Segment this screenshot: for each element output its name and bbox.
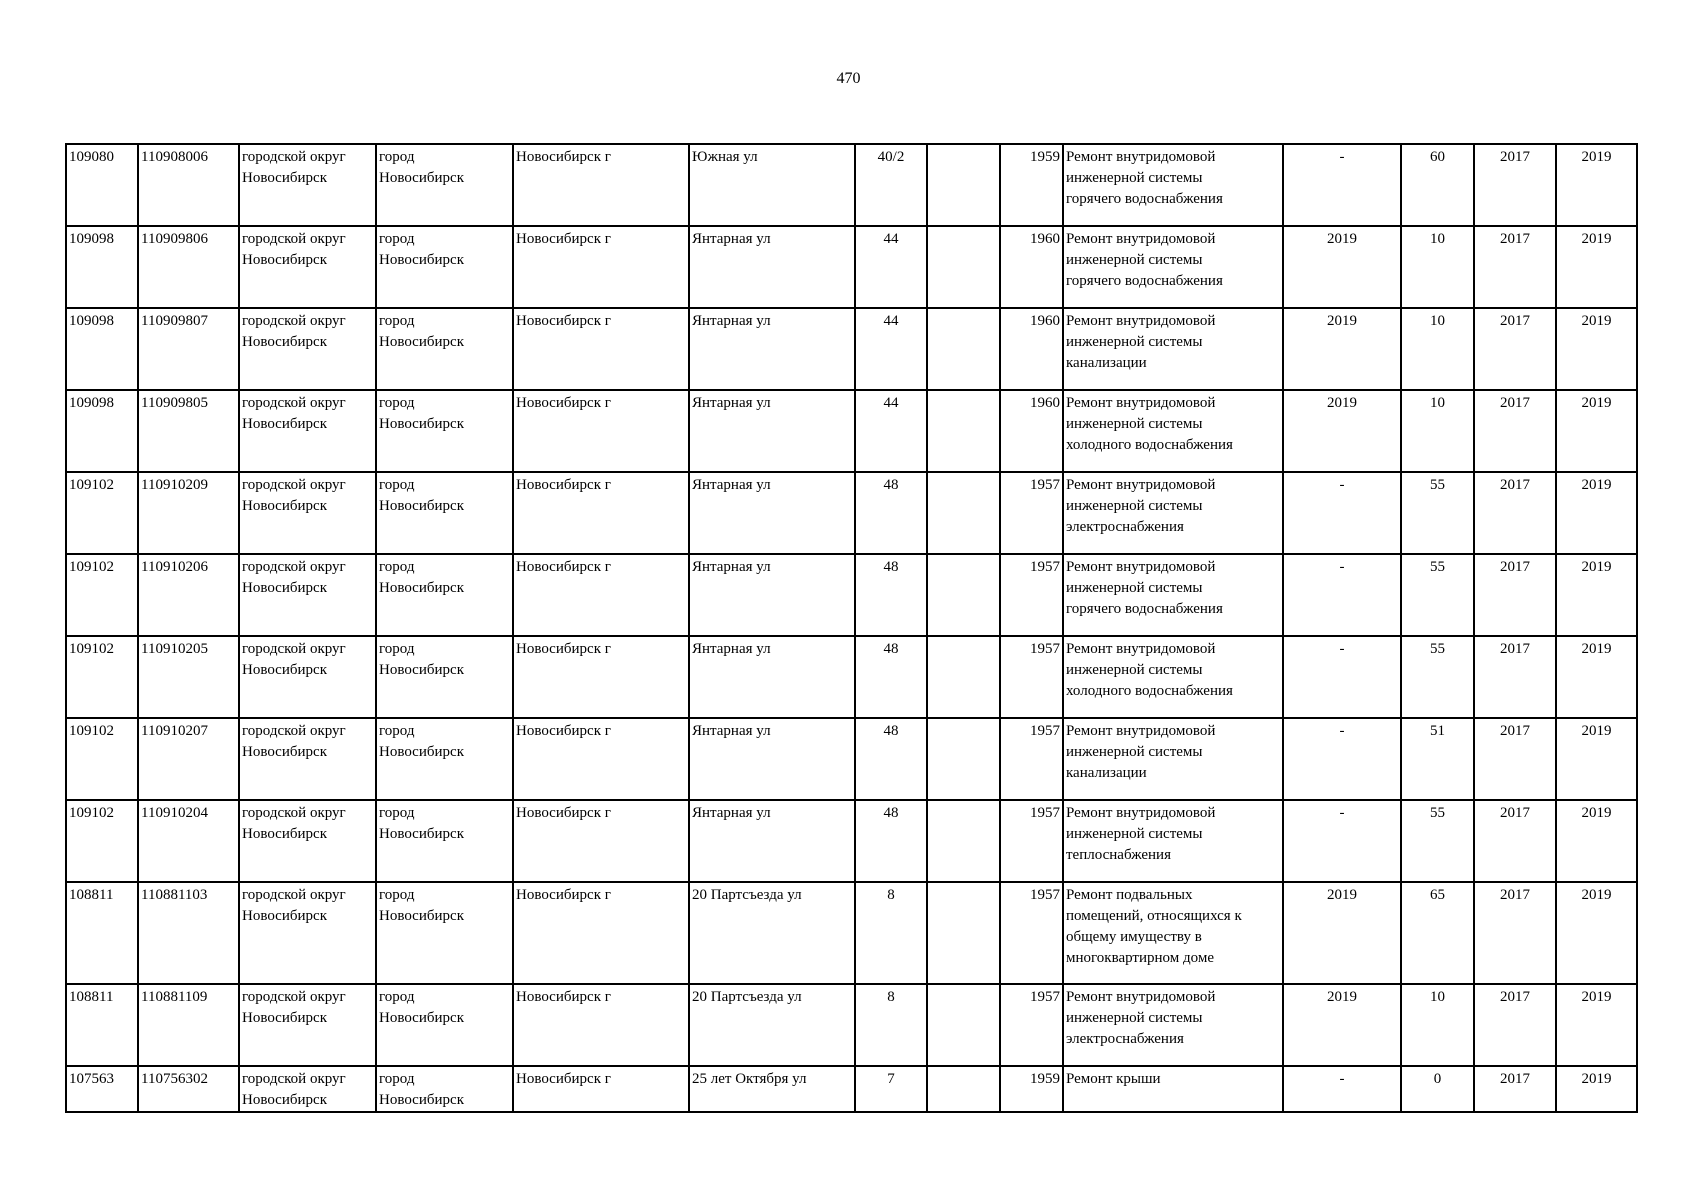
cell-period-start: 2017 (1474, 308, 1556, 390)
cell-work-type-line: канализации (1066, 355, 1147, 371)
cell-wear: 55 (1401, 554, 1474, 636)
cell-building (927, 390, 1000, 472)
cell-id: 109098 (66, 226, 138, 308)
cell-house: 8 (855, 984, 927, 1066)
cell-street: Янтарная ул (689, 472, 855, 554)
cell-code: 110910209 (138, 472, 239, 554)
cell-year-built: 1957 (1000, 882, 1063, 984)
cell-house: 44 (855, 308, 927, 390)
cell-year-built: 1960 (1000, 226, 1063, 308)
table-row (66, 1066, 1637, 1112)
cell-period-start: 2017 (1474, 144, 1556, 226)
cell-code: 110908006 (138, 144, 239, 226)
cell-period-end: 2019 (1556, 882, 1637, 984)
cell-locality: Новосибирск г (513, 144, 689, 226)
cell-work-type-line: Ремонт внутридомовой (1066, 989, 1216, 1005)
table-row (66, 636, 1637, 718)
cell-year-built: 1959 (1000, 144, 1063, 226)
cell-period-end: 2019 (1556, 472, 1637, 554)
cell-work-type (1063, 984, 1283, 1066)
cell-settlement-line: город (379, 149, 415, 165)
cell-work-type-line: холодного водоснабжения (1066, 683, 1233, 699)
cell-street: Янтарная ул (689, 308, 855, 390)
cell-settlement (376, 718, 513, 800)
cell-work-type-line: многоквартирном доме (1066, 950, 1214, 966)
cell-settlement (376, 882, 513, 984)
cell-street: 25 лет Октября ул (689, 1066, 855, 1112)
cell-id: 109102 (66, 472, 138, 554)
cell-code: 110909807 (138, 308, 239, 390)
cell-building (927, 472, 1000, 554)
cell-district-line: городской округ (242, 149, 346, 165)
cell-last-repair: - (1283, 144, 1401, 226)
cell-code: 110881103 (138, 882, 239, 984)
cell-period-end: 2019 (1556, 308, 1637, 390)
table-row (66, 226, 1637, 308)
table-row (66, 144, 1637, 226)
cell-work-type-line: инженерной системы (1066, 252, 1203, 268)
cell-street: 20 Партсъезда ул (689, 984, 855, 1066)
cell-house: 44 (855, 226, 927, 308)
cell-id: 109102 (66, 636, 138, 718)
cell-work-type-line: Ремонт внутридомовой (1066, 477, 1216, 493)
cell-settlement-line: город (379, 395, 415, 411)
cell-locality: Новосибирск г (513, 800, 689, 882)
cell-settlement-line: город (379, 1071, 415, 1087)
cell-year-built: 1957 (1000, 636, 1063, 718)
cell-work-type-line: помещений, относящихся к (1066, 908, 1242, 924)
cell-building (927, 800, 1000, 882)
cell-settlement-line: город (379, 231, 415, 247)
cell-district-line: городской округ (242, 887, 346, 903)
cell-settlement-line: Новосибирск (379, 908, 464, 924)
cell-street: Янтарная ул (689, 636, 855, 718)
cell-work-type-line: Ремонт внутридомовой (1066, 559, 1216, 575)
cell-year-built: 1957 (1000, 554, 1063, 636)
cell-settlement-line: Новосибирск (379, 826, 464, 842)
cell-settlement-line: город (379, 313, 415, 329)
cell-wear: 10 (1401, 226, 1474, 308)
table-row (66, 882, 1637, 984)
cell-settlement-line: город (379, 887, 415, 903)
cell-period-start: 2017 (1474, 800, 1556, 882)
cell-work-type-line: Ремонт внутридомовой (1066, 395, 1216, 411)
table-row (66, 718, 1637, 800)
cell-work-type (1063, 308, 1283, 390)
cell-work-type (1063, 718, 1283, 800)
cell-last-repair: - (1283, 800, 1401, 882)
cell-period-start: 2017 (1474, 718, 1556, 800)
cell-district-line: городской округ (242, 231, 346, 247)
cell-settlement (376, 984, 513, 1066)
cell-district (239, 226, 376, 308)
cell-settlement (376, 636, 513, 718)
cell-work-type (1063, 882, 1283, 984)
cell-work-type-line: общему имуществу в (1066, 929, 1202, 945)
cell-period-end: 2019 (1556, 800, 1637, 882)
cell-year-built: 1957 (1000, 472, 1063, 554)
cell-last-repair: - (1283, 718, 1401, 800)
cell-building (927, 144, 1000, 226)
cell-year-built: 1959 (1000, 1066, 1063, 1112)
cell-settlement (376, 390, 513, 472)
cell-work-type-line: Ремонт внутридомовой (1066, 641, 1216, 657)
cell-code: 110756302 (138, 1066, 239, 1112)
cell-last-repair: 2019 (1283, 984, 1401, 1066)
cell-district (239, 308, 376, 390)
cell-id: 108811 (66, 882, 138, 984)
cell-district-line: Новосибирск (242, 580, 327, 596)
cell-code: 110910206 (138, 554, 239, 636)
table-row (66, 390, 1637, 472)
cell-district-line: Новосибирск (242, 1010, 327, 1026)
cell-settlement-line: город (379, 723, 415, 739)
repair-registry-table (65, 143, 1638, 1113)
cell-street: Янтарная ул (689, 226, 855, 308)
cell-id: 109080 (66, 144, 138, 226)
cell-settlement-line: Новосибирск (379, 744, 464, 760)
cell-district-line: городской округ (242, 477, 346, 493)
cell-street: Янтарная ул (689, 390, 855, 472)
table-row (66, 472, 1637, 554)
cell-work-type (1063, 800, 1283, 882)
cell-building (927, 308, 1000, 390)
cell-settlement (376, 1066, 513, 1112)
cell-work-type-line: Ремонт внутридомовой (1066, 149, 1216, 165)
cell-work-type (1063, 390, 1283, 472)
cell-settlement (376, 472, 513, 554)
cell-settlement-line: Новосибирск (379, 416, 464, 432)
cell-work-type-line: инженерной системы (1066, 662, 1203, 678)
table-row (66, 554, 1637, 636)
cell-street: Янтарная ул (689, 718, 855, 800)
cell-wear: 51 (1401, 718, 1474, 800)
cell-settlement (376, 800, 513, 882)
cell-period-start: 2017 (1474, 984, 1556, 1066)
cell-wear: 10 (1401, 390, 1474, 472)
cell-street: Южная ул (689, 144, 855, 226)
cell-building (927, 1066, 1000, 1112)
cell-wear: 55 (1401, 472, 1474, 554)
cell-id: 109098 (66, 308, 138, 390)
cell-year-built: 1957 (1000, 718, 1063, 800)
table-row (66, 308, 1637, 390)
cell-wear: 55 (1401, 800, 1474, 882)
cell-wear: 10 (1401, 984, 1474, 1066)
cell-district (239, 882, 376, 984)
cell-id: 109098 (66, 390, 138, 472)
cell-district-line: городской округ (242, 559, 346, 575)
cell-id: 109102 (66, 800, 138, 882)
cell-year-built: 1957 (1000, 800, 1063, 882)
cell-last-repair: 2019 (1283, 308, 1401, 390)
cell-district-line: Новосибирск (242, 662, 327, 678)
cell-house: 48 (855, 718, 927, 800)
cell-house: 8 (855, 882, 927, 984)
cell-wear: 0 (1401, 1066, 1474, 1112)
cell-street: 20 Партсъезда ул (689, 882, 855, 984)
cell-locality: Новосибирск г (513, 390, 689, 472)
cell-locality: Новосибирск г (513, 718, 689, 800)
cell-work-type-line: инженерной системы (1066, 498, 1203, 514)
cell-district-line: Новосибирск (242, 170, 327, 186)
cell-last-repair: - (1283, 554, 1401, 636)
cell-district-line: городской округ (242, 1071, 346, 1087)
cell-locality: Новосибирск г (513, 636, 689, 718)
cell-work-type-line: канализации (1066, 765, 1147, 781)
cell-district (239, 554, 376, 636)
cell-last-repair: 2019 (1283, 882, 1401, 984)
cell-house: 7 (855, 1066, 927, 1112)
cell-house: 48 (855, 800, 927, 882)
cell-district-line: Новосибирск (242, 416, 327, 432)
cell-district-line: Новосибирск (242, 908, 327, 924)
cell-district-line: Новосибирск (242, 744, 327, 760)
cell-last-repair: - (1283, 472, 1401, 554)
cell-district-line: городской округ (242, 723, 346, 739)
cell-locality: Новосибирск г (513, 472, 689, 554)
cell-work-type-line: Ремонт подвальных (1066, 887, 1193, 903)
cell-wear: 65 (1401, 882, 1474, 984)
cell-district (239, 1066, 376, 1112)
cell-building (927, 882, 1000, 984)
cell-work-type-line: инженерной системы (1066, 580, 1203, 596)
cell-work-type-line: горячего водоснабжения (1066, 601, 1223, 617)
cell-settlement-line: Новосибирск (379, 662, 464, 678)
cell-settlement-line: город (379, 641, 415, 657)
cell-locality: Новосибирск г (513, 984, 689, 1066)
cell-code: 110909806 (138, 226, 239, 308)
cell-locality: Новосибирск г (513, 226, 689, 308)
cell-code: 110909805 (138, 390, 239, 472)
cell-work-type-line: горячего водоснабжения (1066, 191, 1223, 207)
cell-work-type-line: инженерной системы (1066, 826, 1203, 842)
cell-settlement-line: Новосибирск (379, 580, 464, 596)
cell-building (927, 718, 1000, 800)
table-row (66, 800, 1637, 882)
cell-work-type (1063, 472, 1283, 554)
cell-district (239, 390, 376, 472)
cell-period-end: 2019 (1556, 226, 1637, 308)
cell-building (927, 554, 1000, 636)
cell-work-type-line: горячего водоснабжения (1066, 273, 1223, 289)
cell-work-type (1063, 144, 1283, 226)
cell-wear: 55 (1401, 636, 1474, 718)
cell-period-start: 2017 (1474, 882, 1556, 984)
cell-district-line: Новосибирск (242, 334, 327, 350)
cell-work-type-line: инженерной системы (1066, 416, 1203, 432)
cell-house: 48 (855, 554, 927, 636)
cell-district-line: Новосибирск (242, 826, 327, 842)
cell-house: 44 (855, 390, 927, 472)
cell-settlement-line: город (379, 989, 415, 1005)
cell-work-type (1063, 554, 1283, 636)
cell-last-repair: - (1283, 636, 1401, 718)
cell-period-end: 2019 (1556, 984, 1637, 1066)
cell-house: 48 (855, 472, 927, 554)
cell-district-line: городской округ (242, 989, 346, 1005)
cell-year-built: 1957 (1000, 984, 1063, 1066)
cell-work-type-line: инженерной системы (1066, 1010, 1203, 1026)
cell-settlement-line: Новосибирск (379, 498, 464, 514)
table-body (66, 144, 1637, 1112)
cell-period-start: 2017 (1474, 1066, 1556, 1112)
cell-settlement-line: Новосибирск (379, 252, 464, 268)
cell-work-type-line: холодного водоснабжения (1066, 437, 1233, 453)
cell-house: 48 (855, 636, 927, 718)
cell-locality: Новосибирск г (513, 1066, 689, 1112)
cell-settlement-line: город (379, 559, 415, 575)
cell-district-line: городской округ (242, 641, 346, 657)
cell-district (239, 984, 376, 1066)
cell-work-type-line: Ремонт внутридомовой (1066, 231, 1216, 247)
cell-work-type-line: инженерной системы (1066, 334, 1203, 350)
cell-year-built: 1960 (1000, 308, 1063, 390)
cell-district-line: городской округ (242, 313, 346, 329)
table-row (66, 984, 1637, 1066)
cell-work-type-line: теплоснабжения (1066, 847, 1171, 863)
cell-building (927, 636, 1000, 718)
cell-settlement-line: Новосибирск (379, 170, 464, 186)
cell-code: 110881109 (138, 984, 239, 1066)
cell-year-built: 1960 (1000, 390, 1063, 472)
cell-locality: Новосибирск г (513, 308, 689, 390)
cell-period-start: 2017 (1474, 390, 1556, 472)
cell-id: 109102 (66, 554, 138, 636)
cell-work-type-line: электроснабжения (1066, 1031, 1184, 1047)
cell-work-type-line: инженерной системы (1066, 170, 1203, 186)
cell-work-type-line: Ремонт крыши (1066, 1071, 1161, 1087)
cell-period-end: 2019 (1556, 390, 1637, 472)
cell-work-type (1063, 636, 1283, 718)
cell-settlement-line: Новосибирск (379, 1092, 464, 1108)
cell-work-type-line: Ремонт внутридомовой (1066, 313, 1216, 329)
cell-last-repair: - (1283, 1066, 1401, 1112)
cell-district (239, 636, 376, 718)
cell-period-end: 2019 (1556, 1066, 1637, 1112)
cell-district (239, 800, 376, 882)
cell-id: 108811 (66, 984, 138, 1066)
cell-district (239, 718, 376, 800)
cell-wear: 60 (1401, 144, 1474, 226)
cell-work-type-line: инженерной системы (1066, 744, 1203, 760)
cell-period-start: 2017 (1474, 472, 1556, 554)
cell-period-end: 2019 (1556, 144, 1637, 226)
cell-building (927, 984, 1000, 1066)
cell-work-type-line: Ремонт внутридомовой (1066, 805, 1216, 821)
cell-last-repair: 2019 (1283, 390, 1401, 472)
cell-code: 110910204 (138, 800, 239, 882)
cell-district-line: Новосибирск (242, 498, 327, 514)
cell-settlement-line: Новосибирск (379, 334, 464, 350)
cell-settlement (376, 226, 513, 308)
cell-work-type-line: электроснабжения (1066, 519, 1184, 535)
cell-settlement-line: Новосибирск (379, 1010, 464, 1026)
cell-district-line: городской округ (242, 805, 346, 821)
cell-code: 110910207 (138, 718, 239, 800)
cell-district-line: городской округ (242, 395, 346, 411)
cell-settlement-line: город (379, 477, 415, 493)
cell-work-type-line: Ремонт внутридомовой (1066, 723, 1216, 739)
cell-street: Янтарная ул (689, 554, 855, 636)
cell-work-type (1063, 1066, 1283, 1112)
cell-house: 40/2 (855, 144, 927, 226)
cell-settlement-line: город (379, 805, 415, 821)
cell-settlement (376, 144, 513, 226)
cell-building (927, 226, 1000, 308)
cell-id: 107563 (66, 1066, 138, 1112)
cell-period-start: 2017 (1474, 554, 1556, 636)
cell-district-line: Новосибирск (242, 1092, 327, 1108)
cell-period-start: 2017 (1474, 226, 1556, 308)
cell-district-line: Новосибирск (242, 252, 327, 268)
cell-district (239, 144, 376, 226)
cell-work-type (1063, 226, 1283, 308)
cell-settlement (376, 554, 513, 636)
cell-period-end: 2019 (1556, 636, 1637, 718)
cell-period-start: 2017 (1474, 636, 1556, 718)
cell-last-repair: 2019 (1283, 226, 1401, 308)
cell-street: Янтарная ул (689, 800, 855, 882)
cell-period-end: 2019 (1556, 718, 1637, 800)
cell-district (239, 472, 376, 554)
cell-locality: Новосибирск г (513, 554, 689, 636)
cell-code: 110910205 (138, 636, 239, 718)
page-number: 470 (836, 70, 861, 87)
cell-id: 109102 (66, 718, 138, 800)
cell-settlement (376, 308, 513, 390)
cell-locality: Новосибирск г (513, 882, 689, 984)
cell-period-end: 2019 (1556, 554, 1637, 636)
cell-wear: 10 (1401, 308, 1474, 390)
